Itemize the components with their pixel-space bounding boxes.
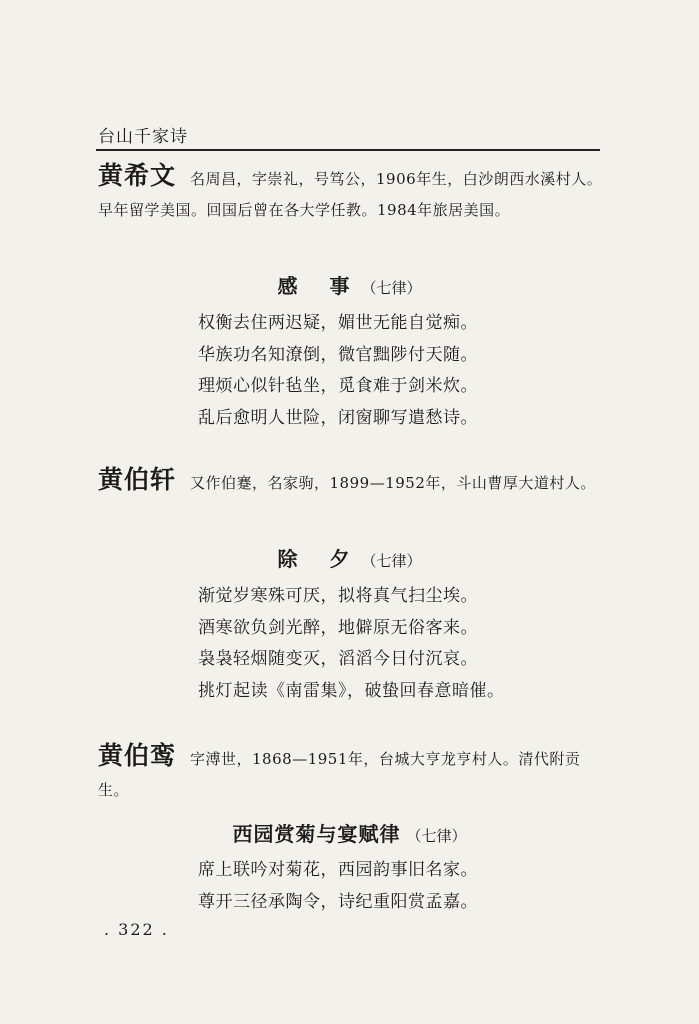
poem-line: 席上联吟对菊花，西园韵事旧名家。: [198, 860, 478, 880]
poem-line: 理烦心似针毡坐，觅食难于剑米炊。: [198, 376, 478, 396]
author-bio: 字溥世，1868—1951年，台城大亨龙亨村人。清代附贡生。: [98, 750, 581, 799]
author-entry: [98, 740, 603, 806]
author-name: 黄希文: [98, 161, 177, 190]
header-rule: [96, 149, 600, 151]
poem-form: （七律）: [406, 827, 467, 845]
poem-form: （七律）: [361, 552, 422, 570]
poem-line: 挑灯起读《南雷集》，破蛰回春意暗催。: [198, 680, 505, 701]
poem-body: [198, 581, 505, 707]
poem-line: 乱后愈明人世险，闭窗聊写遣愁诗。: [198, 407, 478, 428]
poem-title-text: 西园赏菊与宴赋律: [232, 822, 401, 846]
poem-line: 袅袅轻烟随变灭，滔滔今日付沉哀。: [198, 649, 478, 669]
author-entry: [98, 464, 603, 499]
author-bio: 名周昌，字崇礼，号笃公，1906年生，白沙朗西水溪村人。早年留学美国。回国后曾在各大学任教。1984年旅居美国。: [98, 170, 603, 219]
poem-body: [198, 855, 478, 918]
author-bio: 又作伯蹇，名家驹，1899—1952年，斗山曹厚大道村人。: [190, 474, 596, 492]
poem-line: 华族功名知潦倒，微官黜陟付天随。: [198, 344, 478, 365]
author-entry: [98, 160, 603, 226]
running-header: 台山千家诗: [98, 127, 188, 147]
poem-title-text: 除 夕: [277, 547, 356, 571]
poem-line: 渐觉岁寒殊可厌，拟将真气扫尘埃。: [198, 586, 478, 606]
poem-line: 尊开三径承陶令，诗纪重阳赏孟嘉。: [198, 891, 478, 912]
poem-body: [198, 308, 478, 434]
poem-line: 权衡去住两迟疑，媚世无能自觉痴。: [198, 313, 478, 333]
author-name: 黄伯鸾: [98, 741, 177, 770]
poem-line: 酒寒欲负剑光醉，地僻原无俗客来。: [198, 617, 478, 638]
poem-form: （七律）: [361, 279, 422, 297]
poem-title: [0, 543, 699, 572]
page-number: . 322 .: [104, 920, 169, 939]
poem-title-text: 感 事: [277, 274, 356, 298]
poem-title: [0, 270, 699, 299]
poem-title: [0, 818, 699, 847]
author-name: 黄伯轩: [98, 465, 177, 494]
